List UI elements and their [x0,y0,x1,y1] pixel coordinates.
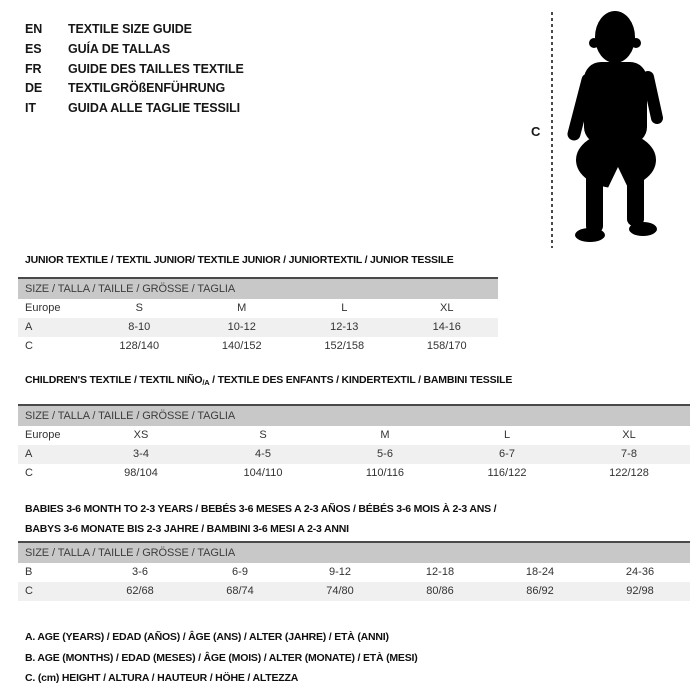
table-title [18,373,690,390]
row-label: B [25,566,33,578]
language-code: EN [25,22,43,36]
size-header-bar: SIZE / TALLA / TAILLE / GRÖSSE / TAGLIA [18,406,690,426]
height-measure-label: C [531,124,541,139]
age-cell: 5-6 [377,448,393,460]
size-cell: XL [622,429,636,441]
language-title: TEXTILGRÖßENFÜHRUNG [68,81,226,96]
title-line: BABIES 3-6 MONTH TO 2-3 YEARS / BEBÉS 3-6 MESES A 2-3 AÑOS / BÉBÉS 3-6 MOIS À 2-3 ANS / [25,503,497,515]
height-cell: 122/128 [609,467,649,479]
language-title: GUIDE DES TAILLES TEXTILE [68,61,244,76]
table-title: JUNIOR TEXTILE / TEXTIL JUNIOR/ TEXTILE JUNIOR / JUNIORTEXTIL / JUNIOR TESSILE [25,254,454,266]
row-label: C [25,585,33,597]
table-row [18,426,690,445]
height-cell: 104/110 [243,467,283,479]
height-cell: 98/104 [124,467,158,479]
size-header-bar: SIZE / TALLA / TAILLE / GRÖSSE / TAGLIA [18,279,498,299]
language-row [25,99,244,119]
table-row [18,563,690,582]
age-cell: 6-7 [499,448,515,460]
row-label: Europe [25,302,61,314]
childrens-textile-table [18,373,690,483]
footnote-a: A. AGE (YEARS) / EDAD (AÑOS) / ÂGE (ANS) / ALTER (JAHRE) / ETÀ (ANNI) [25,631,389,643]
height-cell: 158/170 [426,340,467,352]
junior-textile-table [18,253,498,356]
title-line: BABYS 3-6 MONATE BIS 2-3 JAHRE / BAMBINI 3-6 MESI A 2-3 ANNI [25,523,349,535]
language-code: FR [25,61,42,76]
age-cell: 14-16 [432,321,461,333]
height-cell: 152/158 [324,340,365,352]
size-cell: L [341,302,348,314]
height-cell: 128/140 [119,340,160,352]
table-box [18,541,690,601]
age-cell: 8-10 [128,321,151,333]
language-title: TEXTILE SIZE GUIDE [68,22,192,36]
row-label: C [25,467,33,479]
table-row [18,464,690,483]
age-cell: 4-5 [255,448,271,460]
age-cell: 10-12 [227,321,256,333]
size-cell: M [237,302,247,314]
age-cell: 3-4 [133,448,149,460]
size-cell: S [135,302,143,314]
height-cell: 92/98 [626,585,654,597]
size-header-bar: SIZE / TALLA / TAILLE / GRÖSSE / TAGLIA [18,543,690,563]
height-cell: 80/86 [426,585,454,597]
footnote-c: C. (cm) HEIGHT / ALTURA / HAUTEUR / HÖHE / ALTEZZA [25,672,299,684]
height-cell: 62/68 [126,585,154,597]
age-cell: 6-9 [232,566,248,578]
table-row [18,318,498,337]
height-cell: 74/80 [326,585,354,597]
height-measure-dashed-line [551,12,553,248]
age-cell: 18-24 [525,566,555,578]
table-row [18,445,690,464]
table-row [18,337,498,356]
row-label: A [25,448,33,460]
language-row [25,20,244,40]
language-code: IT [25,101,36,116]
language-row [25,60,244,80]
age-cell: 3-6 [132,566,148,578]
title-subscript: /A [202,378,210,387]
table-row [18,582,690,601]
language-row [25,40,244,60]
height-cell: 68/74 [226,585,254,597]
size-cell: S [259,429,267,441]
age-cell: 9-12 [328,566,352,578]
title-part: CHILDREN'S TEXTILE / TEXTIL NIÑO [25,374,203,386]
age-cell: 12-18 [425,566,455,578]
language-title: GUIDA ALLE TAGLIE TESSILI [68,101,241,116]
title-part: / TEXTILE DES ENFANTS / KINDERTEXTIL / BAMBINI TESSILE [209,374,513,386]
footnote-legend [25,627,418,689]
language-list [25,20,244,119]
language-code: DE [25,81,43,96]
height-cell: 110/116 [365,467,405,479]
babies-textile-table [18,499,690,601]
height-cell: 86/92 [526,585,554,597]
height-cell: 140/152 [221,340,262,352]
table-box [18,404,690,483]
age-cell: 12-13 [330,321,359,333]
language-code: ES [25,41,42,56]
size-cell: M [380,429,390,441]
row-label: C [25,340,33,352]
footnote-b: B. AGE (MONTHS) / EDAD (MESES) / ÂGE (MOIS) / ALTER (MONATE) / ETÀ (MESI) [25,651,418,664]
size-cell: XL [440,302,454,314]
age-cell: 7-8 [621,448,637,460]
table-row [18,299,498,318]
size-cell: XS [133,429,149,441]
table-title [18,499,690,539]
language-title: GUÍA DE TALLAS [68,41,171,56]
height-cell: 116/122 [487,467,527,479]
size-cell: L [503,429,511,441]
age-cell: 24-36 [625,566,655,578]
table-box [18,277,498,356]
toddler-silhouette [563,10,678,250]
row-label: Europe [25,429,61,441]
language-row [25,79,244,99]
row-label: A [25,321,33,333]
